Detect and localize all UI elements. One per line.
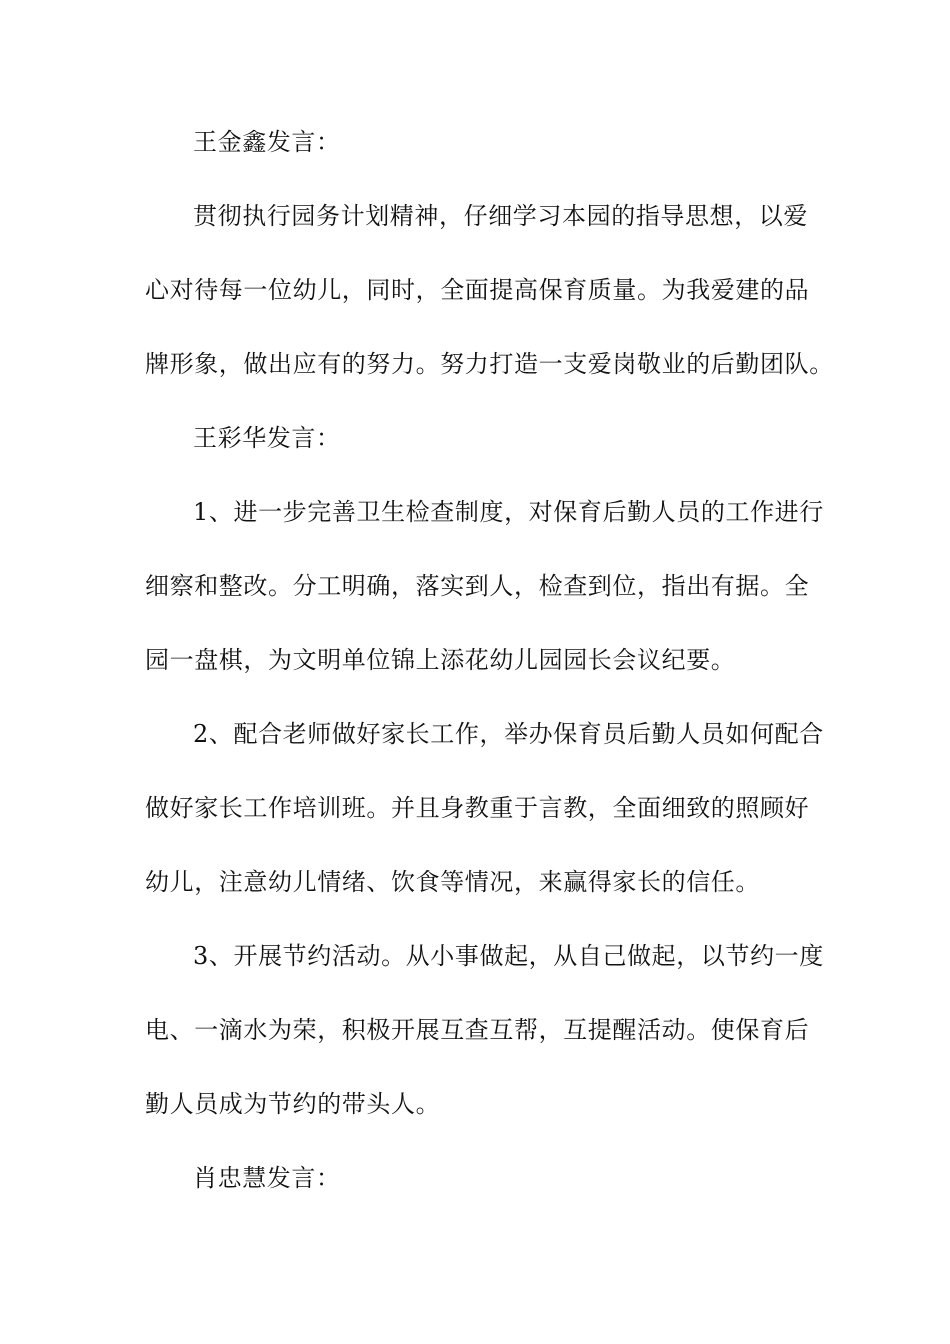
speaker-heading-wang-jinxin	[145, 122, 809, 196]
text-line: 心对待每一位幼儿，同时，全面提高保育质量。为我爱建的品	[145, 276, 810, 304]
text-line: 肖忠慧发言：	[193, 1164, 341, 1192]
document-body	[145, 122, 834, 1232]
text-line: 王彩华发言：	[193, 424, 341, 452]
text-line: 电、一滴水为荣，积极开展互查互帮，互提醒活动。使保育后	[145, 1016, 810, 1044]
paragraph-wang-jinxin-speech	[145, 196, 834, 418]
text-line: 2、配合老师做好家长工作，举办保育员后勤人员如何配合	[193, 720, 824, 748]
text-line: 牌形象，做出应有的努力。努力打造一支爱岗敬业的后勤团队。	[145, 350, 834, 378]
text-line: 细察和整改。分工明确，落实到人，检查到位，指出有据。全	[145, 572, 810, 600]
text-line: 王金鑫发言：	[193, 128, 341, 156]
paragraph-item-3	[145, 936, 824, 1158]
text-line: 幼儿，注意幼儿情绪、饮食等情况，来赢得家长的信任。	[145, 868, 760, 896]
paragraph-item-1	[145, 492, 824, 714]
text-line: 做好家长工作培训班。并且身教重于言教，全面细致的照顾好	[145, 794, 810, 822]
paragraph-item-2	[145, 714, 824, 936]
text-line: 勤人员成为节约的带头人。	[145, 1090, 441, 1118]
text-line: 园一盘棋，为文明单位锦上添花幼儿园园长会议纪要。	[145, 646, 736, 674]
text-line: 1、进一步完善卫生检查制度，对保育后勤人员的工作进行	[193, 498, 824, 526]
text-line: 贯彻执行园务计划精神，仔细学习本园的指导思想，以爱	[193, 202, 808, 230]
speaker-heading-xiao-zhonghui	[145, 1158, 809, 1232]
speaker-heading-wang-caihua	[145, 418, 809, 492]
text-line: 3、开展节约活动。从小事做起，从自己做起，以节约一度	[193, 942, 824, 970]
